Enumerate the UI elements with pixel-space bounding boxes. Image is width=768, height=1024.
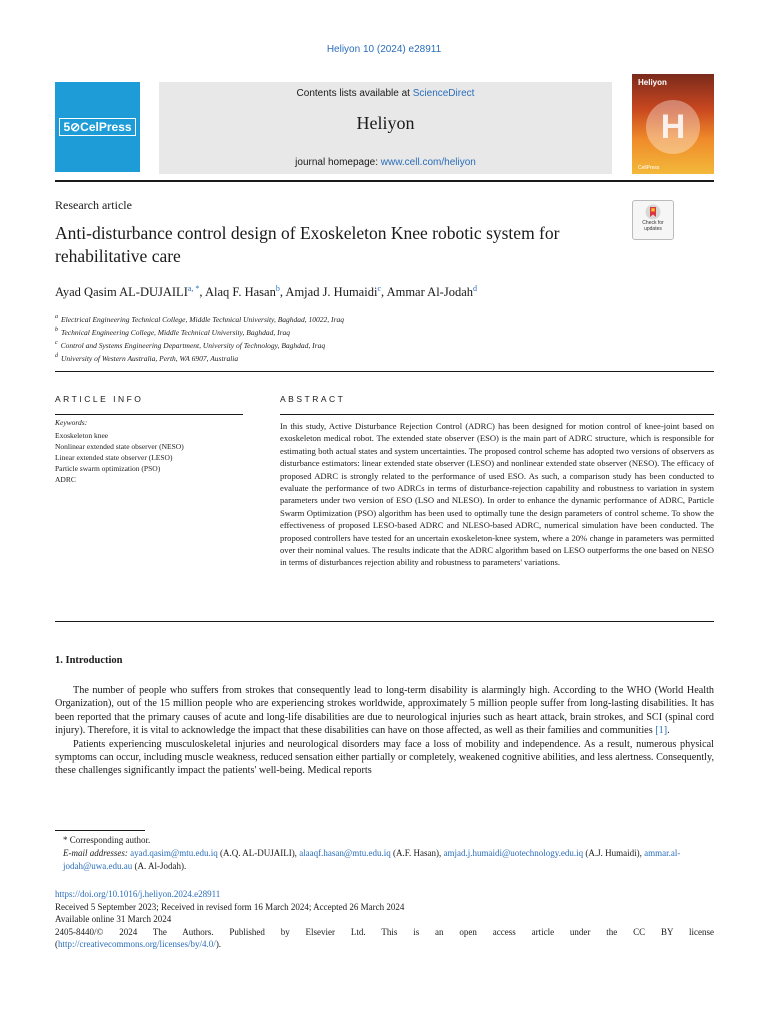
author-name[interactable]: Amjad J. Humaidi bbox=[285, 285, 378, 300]
journal-cover-image[interactable] bbox=[632, 74, 714, 174]
journal-name: Heliyon bbox=[356, 113, 415, 133]
bookmark-icon bbox=[645, 204, 661, 220]
email-owner: (A. Al-Jodah). bbox=[132, 861, 187, 871]
paragraph-text: The number of people who suffers from strokes that consequently lead to long-term disability is alarmingly high. According to the WHO (World Health Organization), out of the 15 million people who are experiencing strokes worldwide, approximately 5 million people suffer from long-lasting disabilities. It has been reported that the primary causes of acute and long-life disabilities are due to neurological injuries such as heart attack, brain strokes, and SCI (spinal cord injury). Therefore, it is vital to acknowledge the impact that these disabilities can have on those affected, as well as their families and communities bbox=[55, 685, 714, 737]
keyword-item: Linear extended state observer (LESO) bbox=[55, 453, 173, 462]
author-name[interactable]: Ammar Al-Jodah bbox=[386, 285, 474, 300]
license-close: ). bbox=[215, 939, 222, 949]
keyword-item: Particle swarm optimization (PSO) bbox=[55, 464, 161, 473]
affiliation-text: University of Western Australia, Perth, WA 6907, Australia bbox=[61, 353, 239, 363]
homepage-prefix: journal homepage: bbox=[295, 157, 378, 168]
section-divider bbox=[55, 371, 714, 372]
journal-homepage-link[interactable]: www.cell.com/heliyon bbox=[380, 157, 476, 168]
email-link[interactable]: alaaqf.hasan@mtu.edu.iq bbox=[299, 848, 391, 858]
email-owner: (A.Q. AL-DUJAILI), bbox=[217, 848, 300, 858]
footnote-divider bbox=[55, 830, 145, 831]
author-separator: , bbox=[199, 285, 205, 300]
article-info-divider bbox=[55, 414, 243, 415]
author-name[interactable]: Ayad Qasim AL-DUJAILI bbox=[55, 285, 188, 300]
paragraph bbox=[55, 684, 714, 738]
license-statement: 2405-8440/© 2024 The Authors. Published by Elsevier Ltd. This is an open access article under the CC BY license bbox=[55, 926, 714, 937]
paragraph-end: . bbox=[667, 725, 670, 737]
keyword-item: Exoskeleton knee bbox=[55, 431, 109, 440]
email-owner: (A.J. Humaidi), bbox=[583, 848, 645, 858]
author-separator: , bbox=[381, 285, 387, 300]
contents-line bbox=[159, 88, 612, 99]
email-label: E-mail addresses: bbox=[63, 848, 128, 858]
corresponding-author-note: * Corresponding author. bbox=[63, 835, 151, 845]
affiliation-item bbox=[55, 325, 344, 338]
affiliation-item bbox=[55, 312, 344, 325]
introduction-body bbox=[55, 684, 714, 778]
available-online-date: Available online 31 March 2024 bbox=[55, 914, 172, 924]
affiliation-text: Control and Systems Engineering Department, University of Technology, Baghdad, Iraq bbox=[60, 340, 326, 350]
email-link[interactable]: ammar.al-jodah@uwa.edu.au bbox=[63, 848, 681, 871]
footnotes bbox=[55, 834, 714, 873]
abstract-heading: ABSTRACT bbox=[280, 394, 346, 404]
journal-header-box bbox=[159, 82, 612, 174]
keyword-item: ADRC bbox=[55, 475, 76, 484]
author-affiliation-mark[interactable]: c bbox=[377, 284, 381, 293]
paragraph: Patients experiencing musculoskeletal injuries and neurological disorders may face a loss of mobility and independence. As a result, numerous physical symptoms can occur, including muscle weakness, reduced sensation either partially or completely, weakened cognitive abilities, and less alertness. Consequently, these challenges significantly impact the patients' well-being. Medical reports bbox=[55, 738, 714, 777]
section-divider bbox=[55, 621, 714, 622]
paper-title: Anti-disturbance control design of Exoskeleton Knee robotic system for rehabilitative care bbox=[55, 223, 560, 266]
received-dates: Received 5 September 2023; Received in revised form 16 March 2024; Accepted 26 March 2024 bbox=[55, 901, 405, 912]
keywords-label: Keywords: bbox=[55, 418, 88, 427]
author-affiliation-mark[interactable]: a, * bbox=[187, 284, 200, 293]
author-separator: , bbox=[279, 285, 286, 300]
abstract-divider bbox=[280, 414, 714, 415]
email-owner: (A.F. Hasan), bbox=[390, 848, 444, 858]
reference-link[interactable]: [1] bbox=[655, 725, 668, 737]
cellpress-logo-box[interactable] bbox=[55, 82, 140, 172]
article-info-heading: ARTICLE INFO bbox=[55, 394, 144, 404]
affiliation-item bbox=[55, 338, 344, 351]
license-link-line bbox=[55, 938, 714, 951]
check-for-updates-button[interactable] bbox=[632, 200, 674, 240]
email-addresses bbox=[55, 847, 714, 873]
introduction-heading: 1. Introduction bbox=[55, 655, 123, 666]
affiliation-mark: b bbox=[55, 327, 58, 333]
header-divider bbox=[55, 180, 714, 182]
affiliation-text: Technical Engineering College, Middle Technical University, Baghdad, Iraq bbox=[61, 327, 290, 337]
cover-footer: CellPress bbox=[638, 165, 660, 171]
affiliation-item bbox=[55, 351, 344, 364]
keyword-item: Nonlinear extended state observer (NESO) bbox=[55, 442, 184, 451]
license-link[interactable]: http://creativecommons.org/licenses/by/4.0/ bbox=[58, 939, 216, 949]
sciencedirect-link[interactable]: ScienceDirect bbox=[412, 88, 475, 99]
author-affiliation-mark[interactable]: b bbox=[275, 284, 280, 293]
affiliation-mark: d bbox=[55, 353, 58, 359]
doi-link[interactable]: https://doi.org/10.1016/j.heliyon.2024.e28911 bbox=[55, 889, 221, 899]
cellpress-logo: 5⊘CelPress bbox=[59, 118, 135, 136]
affiliation-mark: c bbox=[55, 340, 58, 346]
abstract-text: In this study, Active Disturbance Rejection Control (ADRC) has been designed for motion control of knee-joint based on exoskeleton medical robot. The extended state observer (ESO) is the main part of ADRC structure, which is responsible for estimating both actual states and system uncertainties. The proposed control scheme has adopted two versions of observers as disturbance estimators: linear extended state observer (LESO) and nonlinear extended state observer (NESO). The efficacy of proposed ADRC is strongly related to the performance of used ESO. As such, a comparison study has been conducted to evaluate the performance of two ADRCs in terms of disturbance-rejection capability and robustness to variation in system parameters under two version of ESO (LSO and NLESO). In order to enhance the dynamic performance of ADRC, Particle Swarm Optimization (PSO) algorithm has been used to optimally tune the design parameters of control scheme. To show the effectiveness of proposed LESO-based ADRC and NLESO-based ADRC, numerical simulation have been conducted. The proposed controllers have tested for an uncertain exoskeleton-knee system, where a 20% change in parameters was permitted over their nominal values. The results indicate that the ADRC algorithm based on LESO outperforms the one based on NESO in terms of disturbances rejection ability and robustness to parameters' variations. bbox=[280, 421, 714, 568]
affiliation-text: Electrical Engineering Technical College, Middle Technical University, Baghdad, 10022, Iraq bbox=[61, 314, 344, 324]
license-open: ( bbox=[55, 939, 58, 949]
affiliation-mark: a bbox=[55, 314, 58, 320]
cover-title: Heliyon bbox=[638, 78, 667, 87]
author-affiliation-mark[interactable]: d bbox=[473, 284, 478, 293]
email-link[interactable]: amjad.j.humaidi@uotechnology.edu.iq bbox=[443, 848, 584, 858]
keywords-list bbox=[55, 430, 184, 485]
cover-emblem bbox=[646, 100, 700, 154]
cover-h-letter: H bbox=[660, 107, 686, 146]
affiliation-list bbox=[55, 312, 344, 364]
contents-prefix: Contents lists available at bbox=[296, 88, 410, 99]
journal-reference-link[interactable]: Heliyon 10 (2024) e28911 bbox=[326, 44, 442, 55]
email-link[interactable]: ayad.qasim@mtu.edu.iq bbox=[130, 848, 218, 858]
article-type: Research article bbox=[55, 198, 132, 212]
author-name[interactable]: Alaq F. Hasan bbox=[204, 285, 276, 300]
author-list bbox=[55, 284, 477, 300]
publication-info bbox=[55, 888, 714, 951]
homepage-line bbox=[159, 157, 612, 168]
check-for-updates-label: Check for updates bbox=[642, 220, 664, 232]
